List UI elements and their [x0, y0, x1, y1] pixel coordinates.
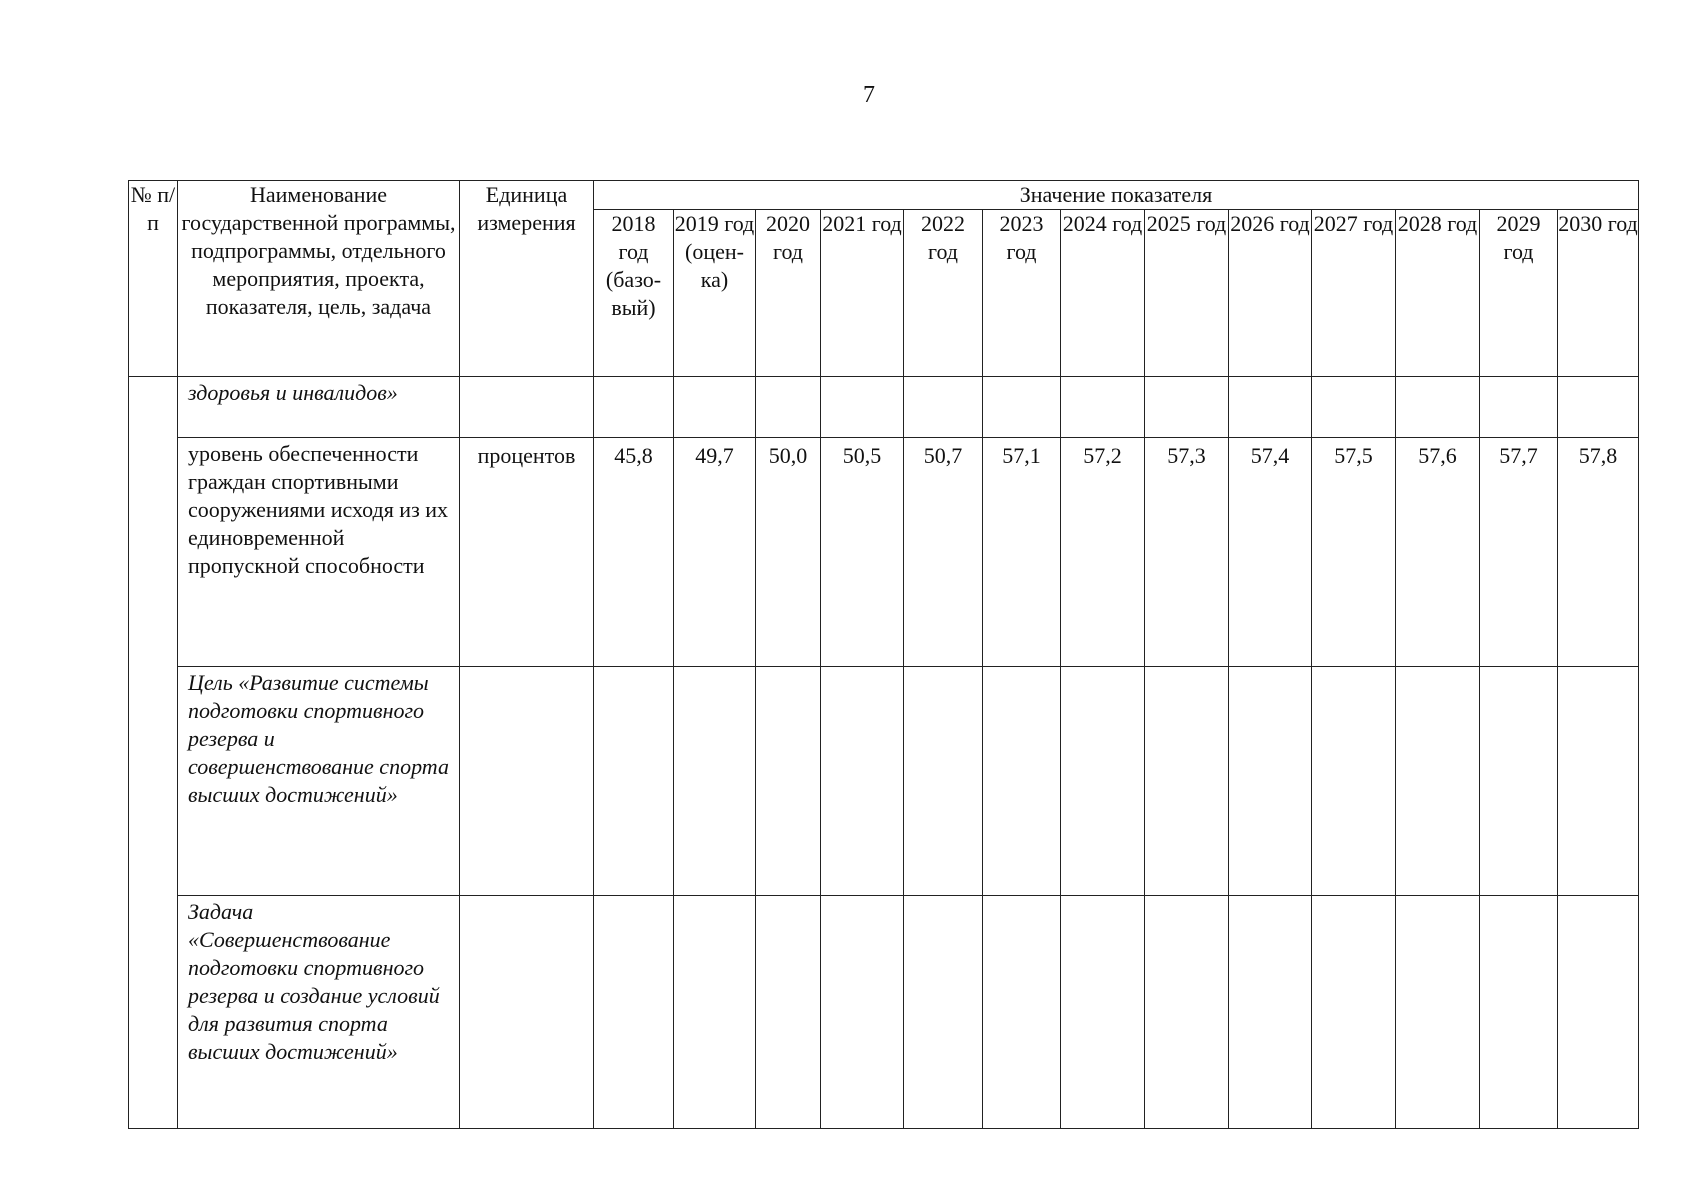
value-cell: 57,4	[1229, 438, 1312, 667]
value-cell	[1558, 377, 1639, 438]
row-name: здоровья и инвалидов»	[178, 377, 460, 438]
header-year: 2022 год	[904, 210, 983, 377]
row-unit	[460, 377, 594, 438]
value-cell	[1229, 896, 1312, 1129]
header-num: № п/п	[129, 181, 178, 377]
header-year: 2018 год (базо-вый)	[594, 210, 674, 377]
table-row	[129, 896, 1639, 1129]
header-year: 2027 год	[1312, 210, 1396, 377]
value-cell: 50,7	[904, 438, 983, 667]
value-cell	[674, 896, 756, 1129]
value-cell	[1312, 896, 1396, 1129]
value-cell: 50,0	[756, 438, 821, 667]
value-cell	[904, 667, 983, 896]
value-cell	[594, 377, 674, 438]
value-cell	[1480, 667, 1558, 896]
value-cell: 57,7	[1480, 438, 1558, 667]
value-cell	[1061, 896, 1145, 1129]
header-year: 2023 год	[983, 210, 1061, 377]
value-cell: 57,5	[1312, 438, 1396, 667]
row-number-cell	[129, 377, 178, 1129]
value-cell	[983, 896, 1061, 1129]
value-cell: 50,5	[821, 438, 904, 667]
value-cell	[1229, 667, 1312, 896]
value-cell	[674, 667, 756, 896]
row-unit: процентов	[460, 438, 594, 667]
value-cell	[983, 667, 1061, 896]
header-year: 2020 год	[756, 210, 821, 377]
value-cell	[1061, 667, 1145, 896]
value-cell	[821, 667, 904, 896]
header-year: 2024 год	[1061, 210, 1145, 377]
header-year: 2026 год	[1229, 210, 1312, 377]
row-name: Цель «Развитие системы подготовки спортивного резерва и совершенствование спорта высших достижений»	[178, 667, 460, 896]
value-cell: 57,1	[983, 438, 1061, 667]
value-cell: 45,8	[594, 438, 674, 667]
value-cell	[1396, 667, 1480, 896]
value-cell	[674, 377, 756, 438]
table-row	[129, 438, 1639, 667]
value-cell	[756, 896, 821, 1129]
value-cell	[756, 667, 821, 896]
value-cell	[1229, 377, 1312, 438]
value-cell	[1396, 896, 1480, 1129]
value-cell: 57,2	[1061, 438, 1145, 667]
row-name: Задача «Совершенствование подготовки спортивного резерва и создание условий для развития спорта высших достижений»	[178, 896, 460, 1129]
header-year: 2019 год (оцен-ка)	[674, 210, 756, 377]
table-row	[129, 667, 1639, 896]
value-cell: 57,3	[1145, 438, 1229, 667]
row-name: уровень обеспеченности граждан спортивными сооружениями исходя из их единовременной пропускной способности	[178, 438, 460, 667]
value-cell	[1558, 896, 1639, 1129]
header-name: Наименование государственной программы, подпрограммы, отдельного мероприятия, проекта, показателя, цель, задача	[178, 181, 460, 377]
value-cell	[594, 896, 674, 1129]
value-cell	[1480, 896, 1558, 1129]
header-year: 2028 год	[1396, 210, 1480, 377]
value-cell	[1145, 377, 1229, 438]
value-cell	[904, 896, 983, 1129]
row-unit	[460, 667, 594, 896]
value-cell	[904, 377, 983, 438]
value-cell	[594, 667, 674, 896]
header-unit: Единица измерения	[460, 181, 594, 377]
value-cell	[1145, 896, 1229, 1129]
value-cell	[1061, 377, 1145, 438]
table-row	[129, 377, 1639, 438]
value-cell: 49,7	[674, 438, 756, 667]
header-values-group: Значение показателя	[594, 181, 1639, 210]
indicators-table	[128, 180, 1639, 1129]
value-cell	[1145, 667, 1229, 896]
value-cell	[821, 896, 904, 1129]
value-cell	[1312, 667, 1396, 896]
value-cell	[1312, 377, 1396, 438]
page-number: 7	[863, 82, 875, 108]
header-year: 2029 год	[1480, 210, 1558, 377]
value-cell	[756, 377, 821, 438]
header-year: 2021 год	[821, 210, 904, 377]
value-cell	[1396, 377, 1480, 438]
value-cell	[1558, 667, 1639, 896]
value-cell	[821, 377, 904, 438]
value-cell: 57,6	[1396, 438, 1480, 667]
header-year: 2030 год	[1558, 210, 1639, 377]
value-cell: 57,8	[1558, 438, 1639, 667]
header-year: 2025 год	[1145, 210, 1229, 377]
value-cell	[1480, 377, 1558, 438]
row-unit	[460, 896, 594, 1129]
value-cell	[983, 377, 1061, 438]
